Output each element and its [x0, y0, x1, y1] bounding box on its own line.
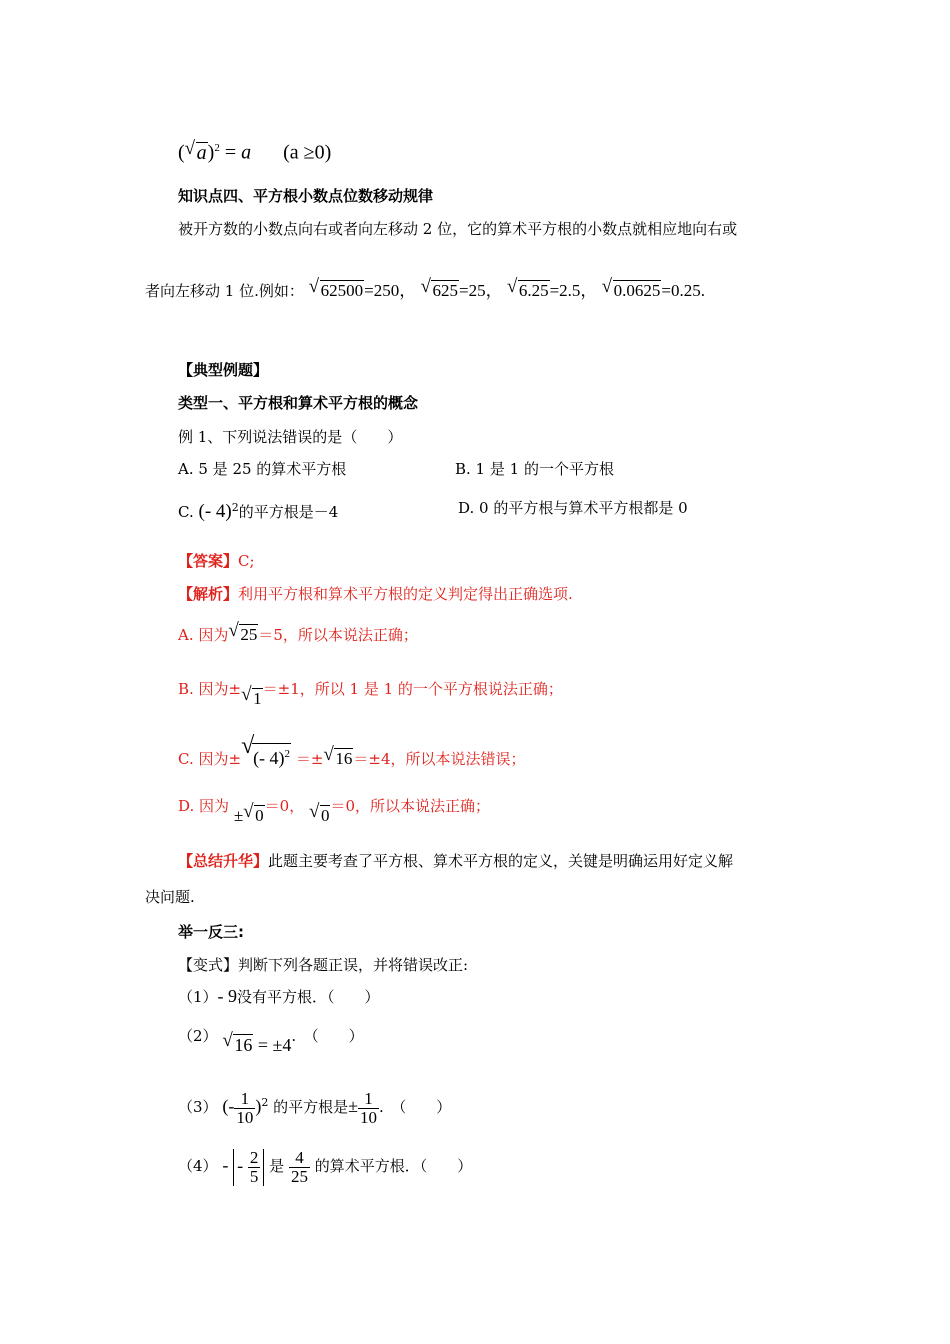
practice-item-1 [178, 986, 380, 1007]
analysis-b [178, 678, 563, 708]
answer-text: C; [238, 552, 255, 570]
value-3: =2.5 [549, 281, 581, 300]
sep-4: . [700, 281, 706, 300]
section4-title: 知识点四、平方根小数点位数移动规律 [178, 187, 434, 205]
item3-frac2-den: 10 [360, 1107, 378, 1127]
analysis-d-radicand: 0 [255, 806, 264, 825]
analysis-b-pre: B. 因为± [178, 680, 242, 698]
item3-open: (- [222, 1096, 235, 1116]
sqrt-a: √ a [184, 137, 207, 164]
item4-frac1 [248, 1149, 261, 1186]
analysis-d-sqrt2: √ 0 [308, 801, 330, 825]
answer-line [178, 551, 255, 571]
q1-stem: 例 1、下列说法错误的是（ ） [178, 428, 403, 446]
variant-line [178, 955, 468, 975]
item3-text: 的平方根是 [273, 1098, 349, 1116]
example-sqrt-4: √ 0.0625 [601, 276, 661, 300]
item4-is: 是 [269, 1157, 285, 1175]
section4-para2-text: 者向左移动 1 位.例如： [145, 282, 304, 300]
item1-num: （1） [178, 988, 218, 1006]
analysis-d-post: ＝0，所以本说法正确； [330, 797, 491, 815]
sep-2: ， [485, 281, 503, 300]
item3-frac1-den: 10 [236, 1107, 254, 1127]
analysis-d-pm: ± [233, 806, 244, 825]
variant-tag: 【变式】 [178, 956, 239, 974]
radicand-2: 625 [432, 281, 458, 300]
analysis-text: 利用平方根和算术平方根的定义判定得出正确选项. [238, 585, 573, 603]
radicand-1: 62500 [320, 281, 364, 300]
item3-frac2-num: 1 [364, 1088, 373, 1108]
q1-option-c [178, 498, 338, 522]
item4-text: 的算术平方根．（ ） [314, 1157, 473, 1175]
type1-title: 类型一、平方根和算术平方根的概念 [178, 394, 419, 412]
value-2: =25 [458, 281, 486, 300]
analysis-c-sqrt: √ (- 4)$^2$ [241, 733, 291, 768]
summary-tag: 【总结升华】 [178, 852, 269, 870]
option-c-exp: 2 [231, 501, 239, 514]
example-sqrt-3: √ 6.25 [506, 276, 549, 300]
answer-tag: 【答案】 [178, 552, 239, 570]
analysis-line [178, 584, 573, 604]
analysis-c-radicand2: 16 [335, 749, 353, 768]
examples-list [308, 276, 706, 300]
q1-option-b: B. 1 是 1 的一个平方根 [455, 460, 614, 478]
example-sqrt-2: √ 625 [420, 276, 458, 300]
item3-frac1 [234, 1090, 255, 1127]
item3-frac2 [358, 1090, 379, 1127]
analysis-c-radicand: (- 4) [253, 748, 285, 768]
analysis-c-exp: 2 [284, 748, 291, 760]
paren-left: ( [178, 141, 185, 164]
analysis-tag: 【解析】 [178, 585, 239, 603]
analysis-a [178, 620, 418, 645]
exponent: 2 [214, 142, 220, 154]
item4-inner-minus: - [237, 1155, 244, 1175]
analysis-d-pm-sqrt: ± √ 0 [233, 801, 264, 825]
result-a: a [241, 141, 252, 164]
analysis-d-pre: D. 因为 [178, 797, 230, 815]
sep-3: ， [580, 281, 598, 300]
equals: = [219, 141, 237, 164]
analysis-a-pre: A. 因为 [178, 626, 229, 644]
analysis-c [178, 733, 526, 769]
item3-frac1-num: 1 [240, 1088, 250, 1108]
practice-item-3 [178, 1082, 451, 1128]
radicand-3: 6.25 [518, 281, 549, 300]
item2-num: （2） [178, 1027, 218, 1045]
section4-para2 [145, 276, 706, 301]
item4-abs [233, 1149, 264, 1186]
option-c-base: (- 4) [198, 501, 232, 522]
sep-1: ， [399, 281, 417, 300]
sqrt-a-radicand: a [196, 141, 207, 164]
analysis-c-post: ＝±4，所以本说法错误； [353, 750, 526, 768]
condition: (a ≥0) [283, 141, 332, 164]
example-sqrt-1: √ 62500 [308, 276, 364, 300]
analysis-b-radicand: 1 [253, 689, 262, 708]
option-c-label: C. [178, 503, 194, 521]
item2-text: . （ ） [291, 1027, 364, 1045]
q1-option-d: D. 0 的平方根与算术平方根都是 0 [458, 499, 688, 517]
item4-frac2-den: 25 [290, 1166, 308, 1186]
summary-line2: 决问题. [145, 888, 195, 906]
option-c-text: 的平方根是－4 [238, 503, 339, 521]
item4-frac1-den: 5 [249, 1166, 259, 1186]
practice-item-4 [178, 1144, 472, 1187]
item3-exp: 2 [261, 1096, 269, 1109]
item4-frac2 [289, 1149, 310, 1186]
section4-para1: 被开方数的小数点向右或者向左移动 2 位，它的算术平方根的小数点就相应地向右或 [178, 220, 738, 238]
item3-num: （3） [178, 1098, 218, 1116]
item2-math: √ 16 = ±4 [222, 1030, 292, 1055]
summary-text1: 此题主要考查了平方根、算术平方根的定义，关键是明确运用好定义解 [268, 852, 734, 870]
analysis-d-mid: ＝0， [264, 797, 305, 815]
item3-close: ) [255, 1096, 262, 1116]
variant-text: 判断下列各题正误，并将错误改正: [238, 956, 469, 974]
analysis-a-radicand: 25 [240, 625, 258, 644]
item1-math: - 9 [217, 986, 238, 1006]
item4-minus: - [222, 1155, 229, 1175]
analysis-a-sqrt: √ 25 [228, 620, 258, 644]
analysis-b-post: ＝±1，所以 1 是 1 的一个平方根说法正确； [262, 680, 563, 698]
analysis-d-radicand2: 0 [320, 806, 330, 825]
value-1: =250 [364, 281, 400, 300]
q1-option-a: A. 5 是 25 的算术平方根 [178, 460, 347, 478]
analysis-b-sqrt: √ 1 [241, 684, 262, 708]
analysis-c-pre: C. 因为± [178, 750, 242, 768]
analysis-d [178, 795, 491, 825]
formula-sqrt-a-squared [178, 138, 331, 163]
item4-num: （4） [178, 1157, 218, 1175]
item1-text: 没有平方根．（ ） [237, 988, 380, 1006]
analysis-a-post: ＝5，所以本说法正确； [258, 626, 418, 644]
radicand-4: 0.0625 [613, 281, 661, 300]
practice-item-2 [178, 1024, 364, 1055]
paren-right: ) [207, 141, 215, 164]
item3-tail: . （ ） [379, 1098, 452, 1116]
summary-line1 [178, 851, 733, 871]
analysis-c-mid: ＝± [295, 750, 324, 768]
item4-frac2-num: 4 [295, 1147, 304, 1167]
item4-frac1-num: 2 [249, 1147, 259, 1167]
practice-title: 举一反三: [178, 923, 244, 941]
item2-eq: = ±4 [257, 1035, 292, 1055]
examples-header: 【典型例题】 [178, 361, 269, 379]
item3-pm: ± [348, 1096, 359, 1116]
analysis-c-sqrt2: √ 16 [323, 744, 353, 768]
item2-radicand: 16 [234, 1035, 253, 1055]
value-4: =0.25 [661, 281, 701, 300]
